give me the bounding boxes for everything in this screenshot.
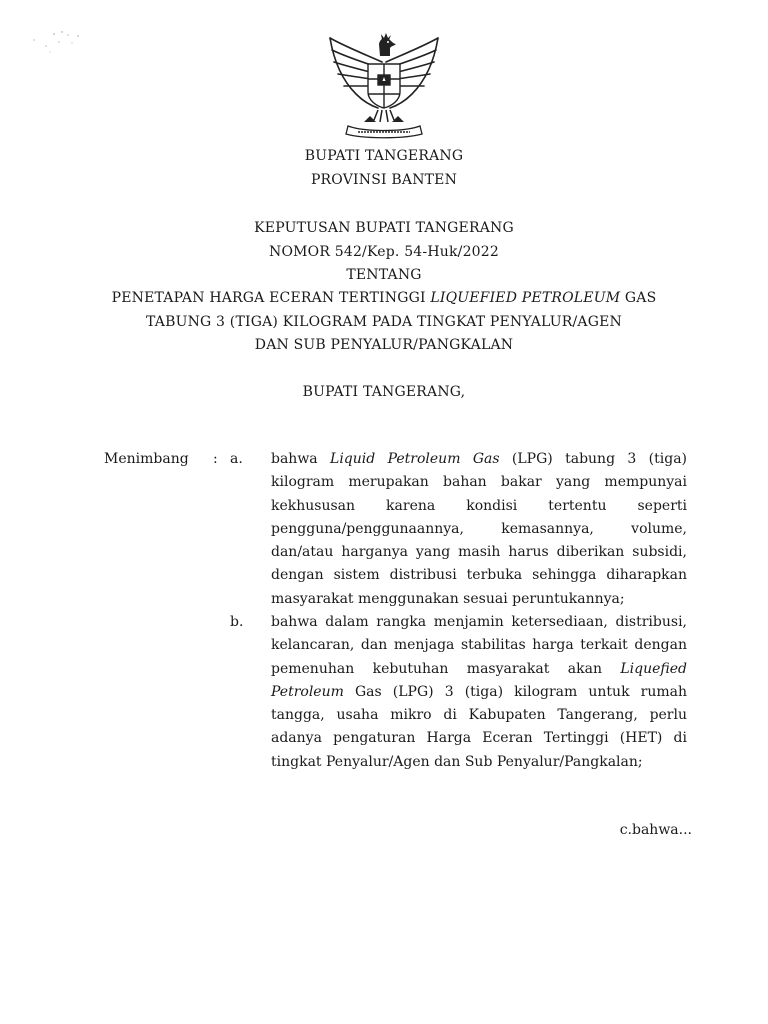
item-a-marker: a. bbox=[230, 451, 243, 467]
consideration-item-a bbox=[271, 448, 687, 611]
item-a-line: pengguna/penggunaannya, kemasannya, volume, bbox=[271, 520, 687, 537]
item-b-line3-italic: Liquefied bbox=[620, 660, 687, 677]
item-a-line1-pre: bahwa bbox=[271, 451, 331, 467]
item-b-line4-italic: Petroleum bbox=[271, 683, 344, 700]
item-a-line1-italic: Liquid Petroleum Gas bbox=[330, 451, 500, 467]
item-a-line: dan/atau harganya yang masih harus diberikan subsidi, bbox=[271, 544, 687, 561]
decree-subject-line1 bbox=[0, 290, 768, 306]
item-b-line: tangga, usaha mikro di Kabupaten Tangerang, perlu bbox=[271, 707, 687, 724]
item-a-line: masyarakat menggunakan sesuai peruntukannya; bbox=[271, 590, 625, 607]
item-a-line1-post: (LPG) tabung 3 (tiga) bbox=[499, 451, 687, 467]
province-title: PROVINSI BANTEN bbox=[310, 172, 458, 188]
considerations-label: Menimbang bbox=[104, 451, 189, 467]
item-b-line: adanya pengaturan Harga Eceran Tertinggi (HET) di bbox=[271, 730, 687, 747]
item-b-line: bahwa dalam rangka menjamin ketersediaan, distribusi, bbox=[271, 614, 687, 630]
continuation-marker: c.bahwa... bbox=[619, 822, 692, 838]
decree-subject-line3: DAN SUB PENYALUR/PANGKALAN bbox=[254, 337, 514, 353]
decree-title: KEPUTUSAN BUPATI TANGERANG bbox=[254, 220, 514, 236]
item-b-line bbox=[271, 681, 687, 704]
subject-line1-pre: PENETAPAN HARGA ECERAN TERTINGGI bbox=[111, 290, 431, 306]
item-b-line: kelancaran, dan menjaga stabilitas harga terkait dengan bbox=[271, 637, 687, 654]
item-a-line: kilogram merupakan bahan bakar yang mempunyai bbox=[271, 474, 687, 491]
item-b-line4-post: Gas (LPG) 3 (tiga) kilogram untuk rumah bbox=[343, 683, 687, 700]
subject-line1-italic: LIQUEFIED PETROLEUM bbox=[430, 290, 621, 306]
item-a-line: kekhususan karena kondisi tertentu seperti bbox=[271, 497, 687, 514]
subject-line1-post: GAS bbox=[620, 290, 657, 306]
item-b-line3-pre: pemenuhan kebutuhan masyarakat akan bbox=[271, 660, 621, 677]
decree-subject-line2: TABUNG 3 (TIGA) KILOGRAM PADA TINGKAT PENYALUR/AGEN bbox=[146, 314, 622, 330]
official-title: BUPATI TANGERANG bbox=[304, 148, 464, 164]
item-b-line bbox=[271, 658, 687, 681]
item-a-line: dengan sistem distribusi terbuka sehingga diharapkan bbox=[271, 567, 687, 584]
consideration-item-b bbox=[271, 611, 687, 774]
decree-number: NOMOR 542/Kep. 54-Huk/2022 bbox=[269, 244, 499, 260]
decree-about: TENTANG bbox=[346, 267, 422, 283]
item-b-line: tingkat Penyalur/Agen dan Sub Penyalur/Pangkalan; bbox=[271, 753, 643, 770]
item-b-marker: b. bbox=[230, 614, 244, 630]
considerations-colon: : bbox=[213, 451, 218, 467]
scan-specks bbox=[26, 28, 96, 58]
issuing-authority: BUPATI TANGERANG, bbox=[302, 384, 466, 400]
item-a-line bbox=[271, 448, 687, 471]
garuda-pancasila-emblem bbox=[324, 32, 444, 140]
